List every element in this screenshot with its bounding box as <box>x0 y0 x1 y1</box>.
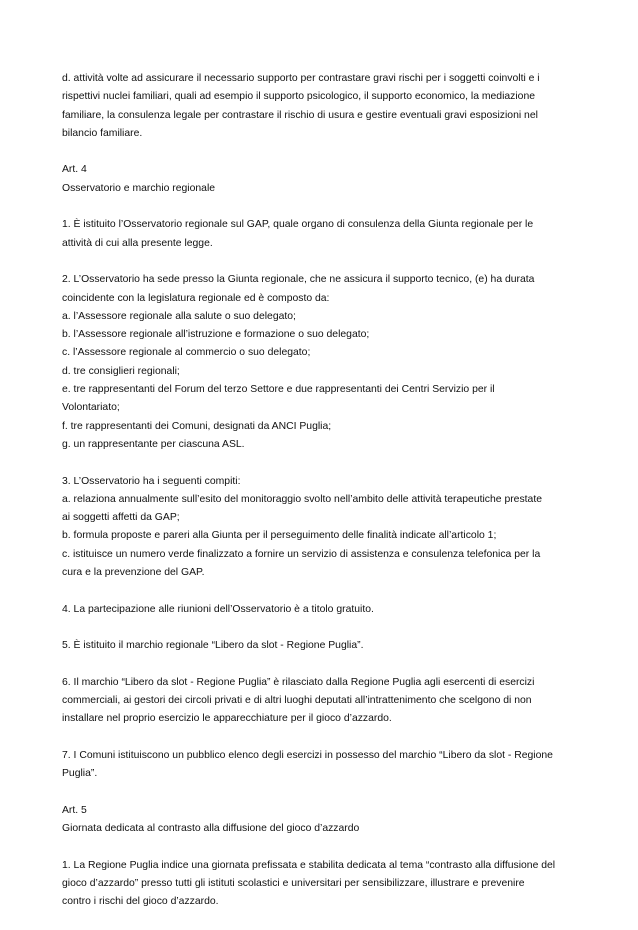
paragraph-art4-3 <box>62 473 582 583</box>
text-line: familiare, la consulenza legale per contrastare il rischio di usura e gestire eventuali gravi esposizioni nel <box>62 109 538 121</box>
list-item: e. tre rappresentanti del Forum del terzo Settore e due rappresentanti dei Centri Servizio per il <box>62 384 495 396</box>
paragraph-art4-6 <box>62 674 582 729</box>
list-item: ai soggetti affetti da GAP; <box>62 512 180 524</box>
article-number: Art. 4 <box>62 164 87 176</box>
list-item: Volontariato; <box>62 402 120 414</box>
article-4-heading <box>62 161 582 198</box>
text-line: rispettivi nuclei familiari, quali ad esempio il supporto psicologico, il supporto economico, la mediazione <box>62 91 536 103</box>
paragraph-art4-5 <box>62 637 582 655</box>
article-title: Giornata dedicata al contrasto alla diffusione del gioco d’azzardo <box>62 823 360 835</box>
paragraph-art4-7 <box>62 747 582 784</box>
article-number: Art. 5 <box>62 804 87 816</box>
list-item: f. tre rappresentanti dei Comuni, designati da ANCI Puglia; <box>62 420 332 432</box>
article-title: Osservatorio e marchio regionale <box>62 182 216 194</box>
paragraph-art4-1 <box>62 216 582 253</box>
paragraph-art3-item-d <box>62 70 582 143</box>
article-5-heading <box>62 802 582 839</box>
text-line: 1. La Regione Puglia indice una giornata prefissata e stabilita dedicata al tema “contrasto alla diffusione del <box>62 859 556 871</box>
text-line: 5. È istituito il marchio regionale “Libero da slot - Regione Puglia”. <box>62 640 364 652</box>
text-line: gioco d’azzardo” presso tutti gli istituti scolastici e universitari per sensibilizzare, illustrare e prevenire <box>62 878 525 890</box>
paragraph-art4-4 <box>62 601 582 619</box>
text-line: installare nel proprio esercizio le apparecchiature per il gioco d’azzardo. <box>62 713 392 725</box>
list-item: b. l’Assessore regionale all’istruzione e formazione o suo delegato; <box>62 329 370 341</box>
text-line: commerciali, ai gestori dei circoli privati e di altri luoghi deputati all’intrattenimento che scelgono di non <box>62 695 532 707</box>
list-item: cura e la prevenzione del GAP. <box>62 567 205 579</box>
document-page <box>62 70 582 930</box>
text-line: bilancio familiare. <box>62 127 143 139</box>
text-line: Puglia”. <box>62 768 98 780</box>
text-line: attività di cui alla presente legge. <box>62 237 213 249</box>
text-line: 4. La partecipazione alle riunioni dell’Osservatorio è a titolo gratuito. <box>62 603 374 615</box>
paragraph-art5-1 <box>62 857 582 912</box>
list-item: g. un rappresentante per ciascuna ASL. <box>62 438 245 450</box>
text-line: 6. Il marchio “Libero da slot - Regione Puglia” è rilasciato dalla Regione Puglia agli esercenti di esercizi <box>62 676 535 688</box>
text-line: 1. È istituito l’Osservatorio regionale sul GAP, quale organo di consulenza della Giunta regionale per le <box>62 219 534 231</box>
list-item: a. l’Assessore regionale alla salute o suo delegato; <box>62 310 296 322</box>
text-line: 2. L’Osservatorio ha sede presso la Giunta regionale, che ne assicura il supporto tecnico, (e) ha durata <box>62 274 535 286</box>
list-item: d. tre consiglieri regionali; <box>62 365 180 377</box>
list-item: c. l’Assessore regionale al commercio o suo delegato; <box>62 347 311 359</box>
text-line: contro i rischi del gioco d’azzardo. <box>62 896 219 908</box>
text-line: coincidente con la legislatura regionale ed è composto da: <box>62 292 330 304</box>
list-item: a. relaziona annualmente sull’esito del monitoraggio svolto nell’ambito delle attività terapeutiche prestate <box>62 493 542 505</box>
list-item: b. formula proposte e pareri alla Giunta per il perseguimento delle finalità indicate all’articolo 1; <box>62 530 497 542</box>
paragraph-art4-2 <box>62 271 582 454</box>
text-line: 3. L’Osservatorio ha i seguenti compiti: <box>62 475 241 487</box>
list-item: c. istituisce un numero verde finalizzato a fornire un servizio di assistenza e consulenza telefonica per la <box>62 548 541 560</box>
text-line: 7. I Comuni istituiscono un pubblico elenco degli esercizi in possesso del marchio “Libero da slot - Regione <box>62 749 553 761</box>
text-line: d. attività volte ad assicurare il necessario supporto per contrastare gravi rischi per i soggetti coinvolti e i <box>62 73 540 84</box>
